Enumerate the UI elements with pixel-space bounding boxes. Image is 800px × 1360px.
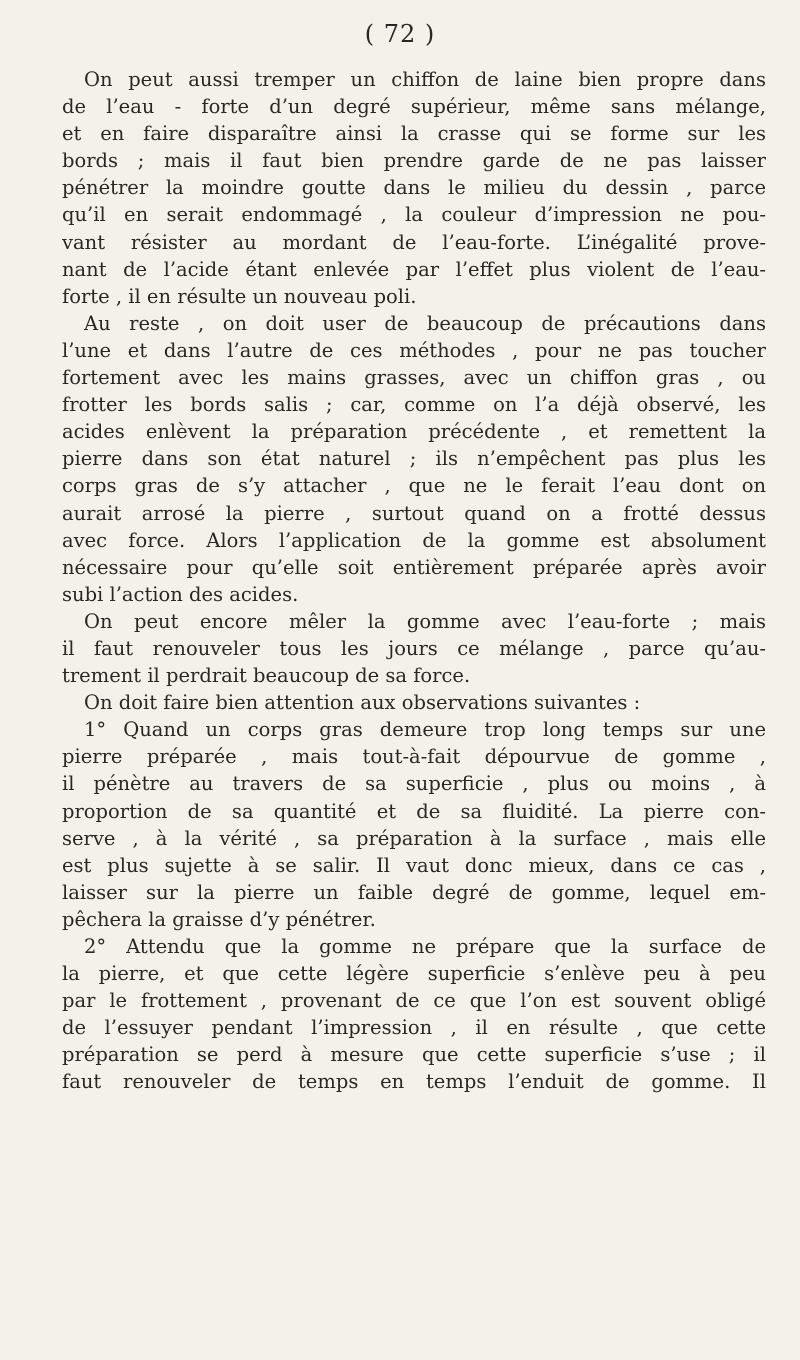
text-line: de l’essuyer pendant l’impression , il en résulte , que cette xyxy=(62,1016,766,1040)
text-line: la pierre, et que cette légère superficie s’enlève peu à peu xyxy=(62,962,766,986)
text-line: aurait arrosé la pierre , surtout quand on a frotté dessus xyxy=(62,501,766,525)
text-line: acides enlèvent la préparation précédente , et remettent la xyxy=(62,420,766,444)
page-number: ( 72 ) xyxy=(364,20,436,48)
text-line: qu’il en serait endommagé , la couleur d’impression ne pou- xyxy=(62,203,766,227)
text-line: vant résister au mordant de l’eau-forte. L’inégalité prove- xyxy=(62,230,766,254)
text-line: préparation se perd à mesure que cette superficie s’use ; il xyxy=(62,1043,766,1067)
text-line: il pénètre au travers de sa superficie , plus ou moins , à xyxy=(62,772,766,796)
text-line: fortement avec les mains grasses, avec un chiffon gras , ou xyxy=(62,366,766,390)
body-text xyxy=(62,66,766,1096)
text-line: pierre préparée , mais tout-à-fait dépourvue de gomme , xyxy=(62,745,766,769)
text-line: faut renouveler de temps en temps l’enduit de gomme. Il xyxy=(62,1070,766,1094)
text-line: pierre dans son état naturel ; ils n’empêchent pas plus les xyxy=(62,447,766,471)
text-line: avec force. Alors l’application de la gomme est absolument xyxy=(62,528,766,552)
text-line: proportion de sa quantité et de sa fluidité. La pierre con- xyxy=(62,799,766,823)
text-line: subi l’action des acides. xyxy=(62,582,299,606)
text-line: trement il perdrait beaucoup de sa force. xyxy=(62,664,471,688)
text-line: l’une et dans l’autre de ces méthodes , pour ne pas toucher xyxy=(62,338,766,362)
text-line: frotter les bords salis ; car, comme on l’a déjà observé, les xyxy=(62,393,766,417)
text-line: nécessaire pour qu’elle soit entièrement préparée après avoir xyxy=(62,555,766,579)
text-line: Au reste , on doit user de beaucoup de précautions dans xyxy=(84,311,766,335)
text-line: On peut encore mêler la gomme avec l’eau-forte ; mais xyxy=(84,609,766,633)
text-line: 2° Attendu que la gomme ne prépare que la surface de xyxy=(84,935,766,958)
text-line: de l’eau - forte d’un degré supérieur, même sans mélange, xyxy=(62,95,766,119)
text-line: il faut renouveler tous les jours ce mélange , parce qu’au- xyxy=(62,636,766,660)
text-line: pêchera la graisse d’y pénétrer. xyxy=(62,907,376,931)
text-line: et en faire disparaître ainsi la crasse qui se forme sur les xyxy=(62,122,766,146)
text-line: bords ; mais il faut bien prendre garde de ne pas laisser xyxy=(62,149,766,173)
text-line: forte , il en résulte un nouveau poli. xyxy=(62,284,417,308)
text-line: 1° Quand un corps gras demeure trop long temps sur une xyxy=(84,718,766,742)
text-line: pénétrer la moindre goutte dans le milieu du dessin , parce xyxy=(62,176,766,200)
text-line: par le frottement , provenant de ce que l’on est souvent obligé xyxy=(62,989,766,1013)
text-line: On doit faire bien attention aux observations suivantes : xyxy=(84,691,641,715)
text-line: On peut aussi tremper un chiffon de laine bien propre dans xyxy=(84,68,766,91)
text-line: serve , à la vérité , sa préparation à la surface , mais elle xyxy=(62,826,766,850)
text-line: laisser sur la pierre un faible degré de gomme, lequel em- xyxy=(62,880,766,904)
text-line: est plus sujette à se salir. Il vaut donc mieux, dans ce cas , xyxy=(62,853,766,877)
text-line: nant de l’acide étant enlevée par l’effet plus violent de l’eau- xyxy=(62,257,766,281)
text-line: corps gras de s’y attacher , que ne le ferait l’eau dont on xyxy=(62,474,766,498)
